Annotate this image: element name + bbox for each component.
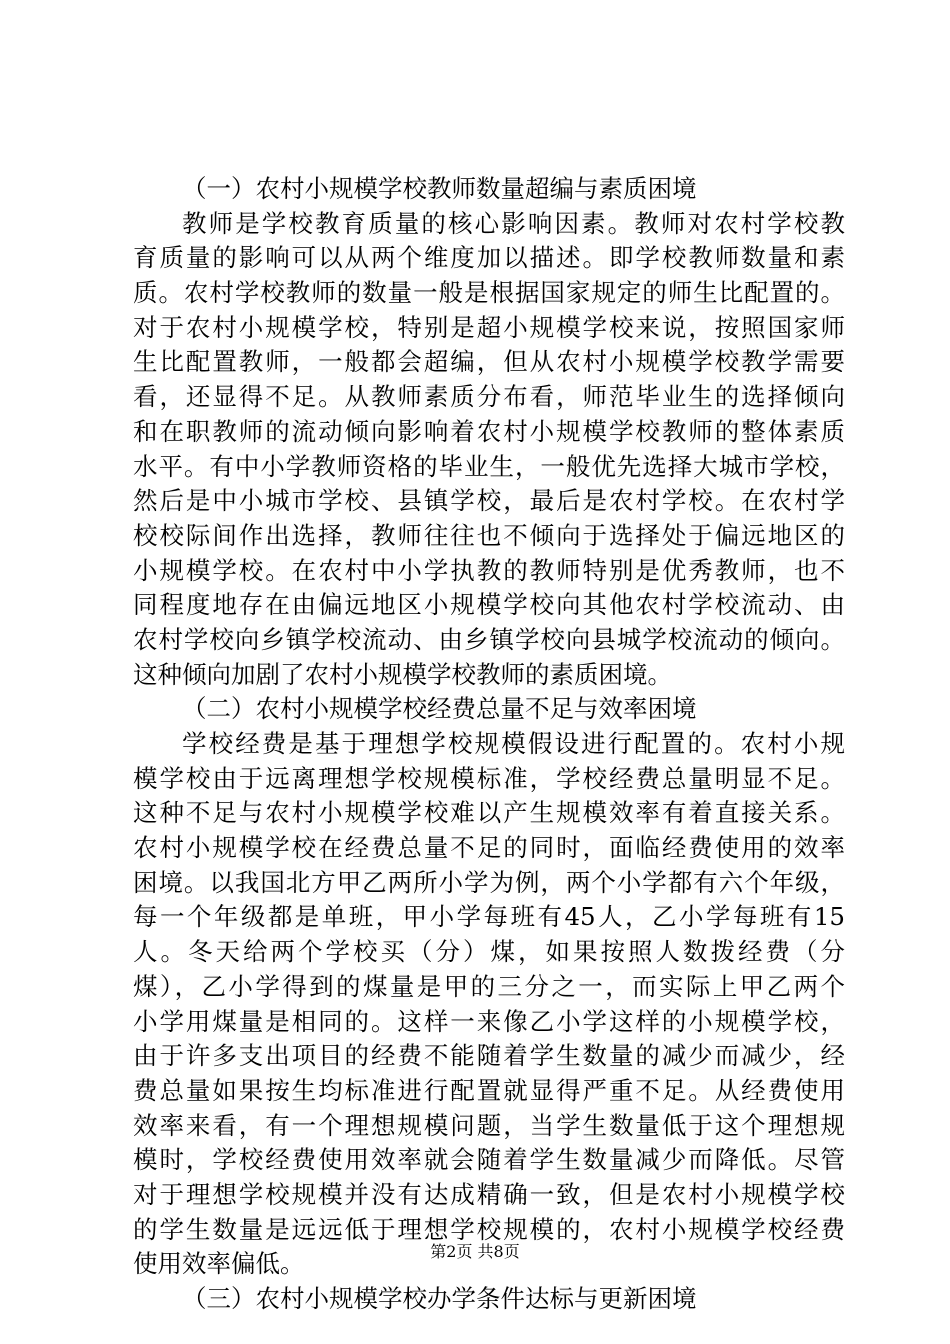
paragraph-line: 和在职教师的流动倾向影响着农村小规模学校教师的整体素质	[133, 416, 845, 446]
section-heading: （一）农村小规模学校教师数量超编与素质困境	[182, 174, 697, 203]
paragraph-line: 学校经费是基于理想学校规模假设进行配置的。农村小规	[182, 729, 845, 758]
paragraph-line: 看，还显得不足。从教师素质分布看，师范毕业生的选择倾向	[133, 382, 845, 412]
section-heading: （二）农村小规模学校经费总量不足与效率困境	[182, 694, 697, 724]
page-footer: 第2页 共8页	[430, 1242, 520, 1261]
paragraph-line: 的学生数量是远远低于理想学校规模的，农村小规模学校经费	[133, 1214, 845, 1244]
paragraph-line: 水平。有中小学教师资格的毕业生，一般优先选择大城市学校，	[133, 451, 845, 481]
paragraph-line: 校校际间作出选择，教师往往也不倾向于选择处于偏远地区的	[133, 520, 845, 550]
paragraph-line: 教师是学校教育质量的核心影响因素。教师对农村学校教	[182, 208, 845, 238]
paragraph-line: 然后是中小城市学校、县镇学校，最后是农村学校。在农村学	[133, 486, 845, 516]
document-body	[133, 172, 845, 1317]
paragraph-line: 这种倾向加剧了农村小规模学校教师的素质困境。	[133, 659, 672, 689]
paragraph-line: 模学校由于远离理想学校规模标准，学校经费总量明显不足。	[133, 763, 845, 793]
paragraph-line: 使用效率偏低。	[133, 1249, 305, 1279]
paragraph-line: 由于许多支出项目的经费不能随着学生数量的减少而减少，经	[133, 1041, 845, 1071]
paragraph-line: 每一个年级都是单班，甲小学每班有45人，乙小学每班有15	[133, 902, 845, 932]
paragraph-line: 农村学校向乡镇学校流动、由乡镇学校向县城学校流动的倾向。	[133, 624, 845, 654]
paragraph-line: 小学用煤量是相同的。这样一来像乙小学这样的小规模学校，	[133, 1006, 845, 1036]
section-heading: （三）农村小规模学校办学条件达标与更新困境	[182, 1284, 697, 1313]
paragraph-line: 对于农村小规模学校，特别是超小规模学校来说，按照国家师	[133, 312, 845, 342]
paragraph-line: 煤），乙小学得到的煤量是甲的三分之一，而实际上甲乙两个	[133, 971, 845, 1001]
paragraph-line: 同程度地存在由偏远地区小规模学校向其他农村学校流动、由	[133, 590, 845, 620]
paragraph-line: 模时，学校经费使用效率就会随着学生数量减少而降低。尽管	[133, 1145, 845, 1175]
paragraph-line: 质。农村学校教师的数量一般是根据国家规定的师生比配置的。	[133, 278, 845, 308]
paragraph-line: 效率来看，有一个理想规模问题，当学生数量低于这个理想规	[133, 1110, 845, 1140]
paragraph-line: 费总量如果按生均标准进行配置就显得严重不足。从经费使用	[133, 1075, 845, 1105]
paragraph-line: 生比配置教师，一般都会超编，但从农村小规模学校教学需要	[133, 347, 845, 377]
paragraph-line: 这种不足与农村小规模学校难以产生规模效率有着直接关系。	[133, 798, 845, 828]
paragraph-line: 小规模学校。在农村中小学执教的教师特别是优秀教师，也不	[133, 555, 845, 585]
paragraph-line: 人。冬天给两个学校买（分）煤，如果按照人数拨经费（分	[133, 937, 845, 967]
paragraph-line: 困境。以我国北方甲乙两所小学为例，两个小学都有六个年级，	[133, 867, 845, 897]
paragraph-line: 农村小规模学校在经费总量不足的同时，面临经费使用的效率	[133, 833, 845, 863]
paragraph-line: 育质量的影响可以从两个维度加以描述。即学校教师数量和素	[133, 243, 845, 273]
paragraph-line: 对于理想学校规模并没有达成精确一致，但是农村小规模学校	[133, 1179, 845, 1209]
